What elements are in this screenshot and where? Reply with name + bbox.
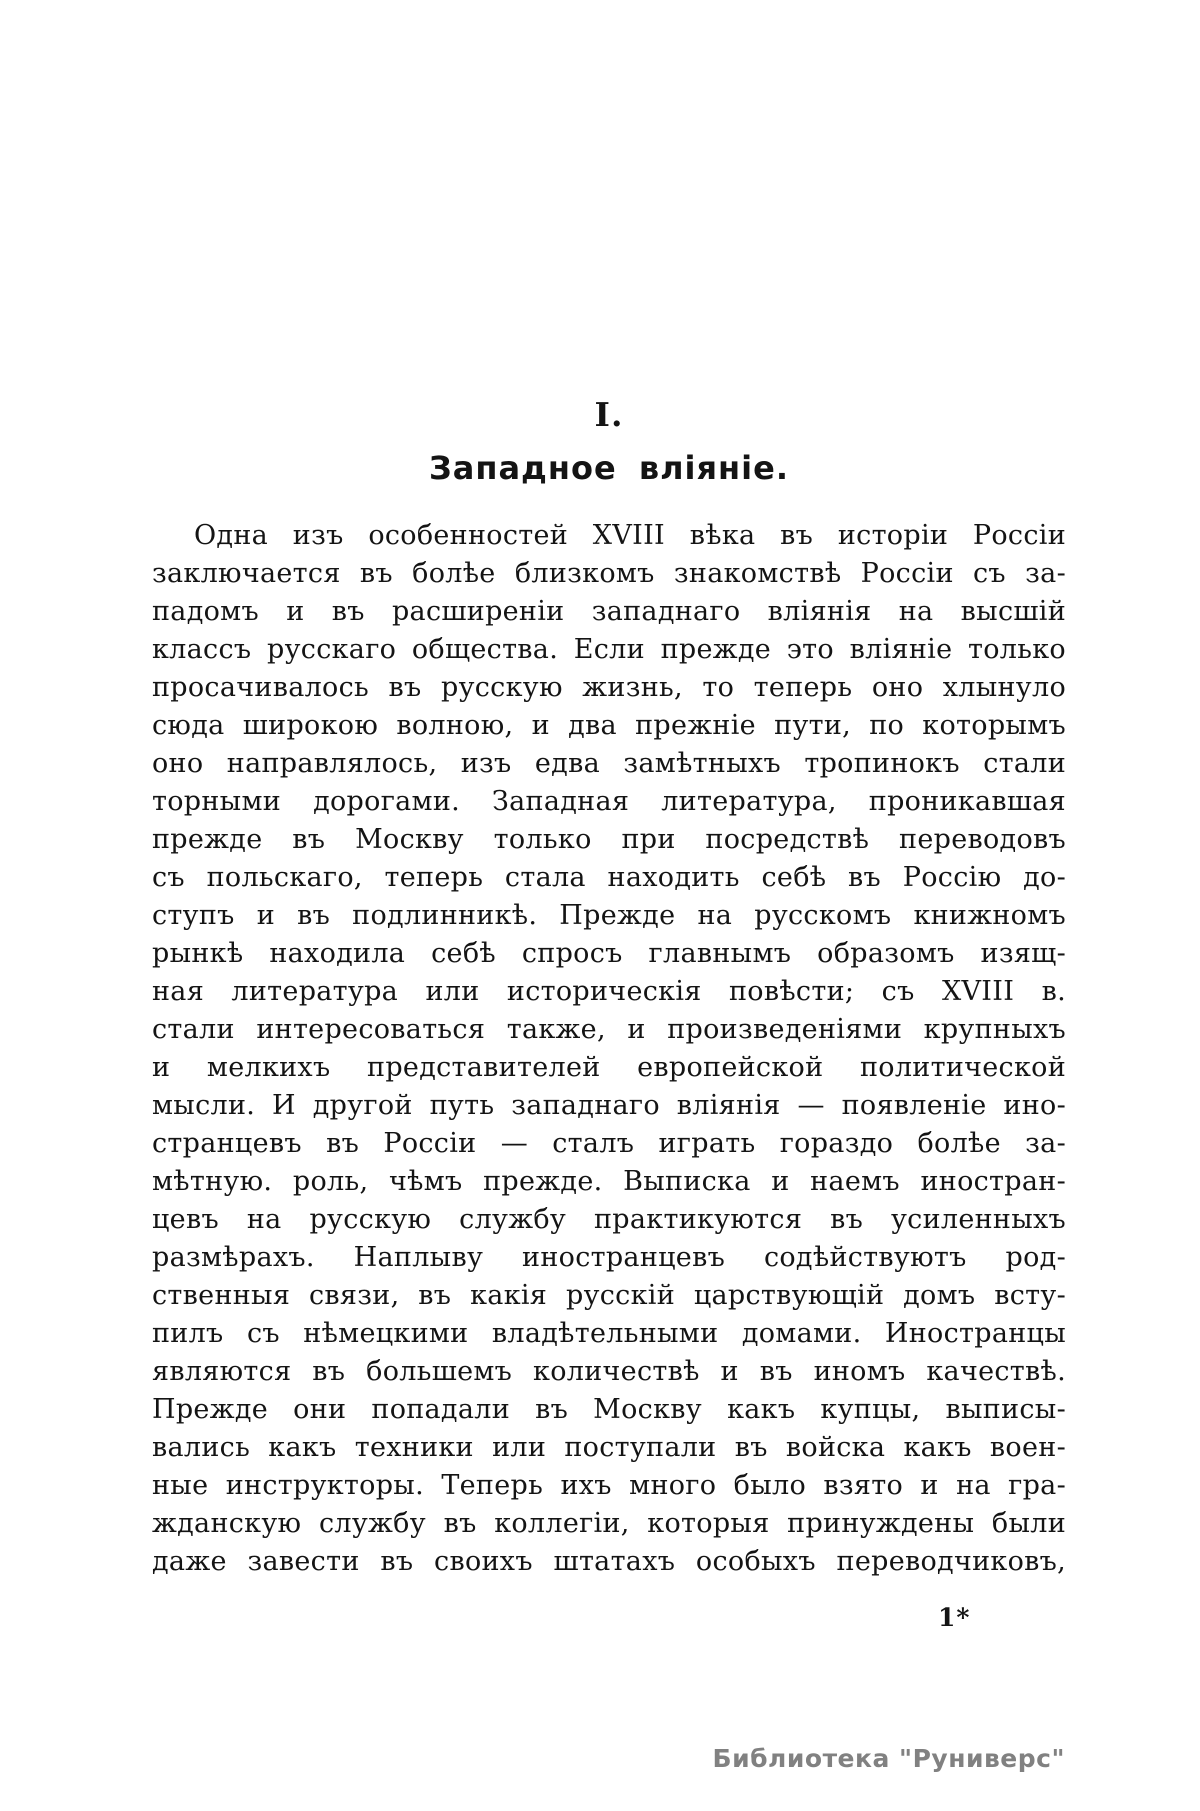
text-line: цевъ на русскую службу практикуются въ усиленныхъ [152,1204,1066,1235]
text-line: пилъ съ нѣмецкими владѣтельными домами. Иностранцы [152,1318,1066,1349]
text-line: размѣрахъ. Наплыву иностранцевъ содѣйствуютъ род- [152,1242,1066,1273]
text-line: ступъ и въ подлинникѣ. Прежде на русскомъ книжномъ [152,900,1066,931]
library-watermark: Библиотека "Руниверс" [712,1744,1065,1773]
signature-mark: 1* [938,1603,971,1632]
text-line: Прежде они попадали въ Москву какъ купцы, выписы- [152,1394,1066,1425]
text-line: съ польскаго, теперь стала находить себѣ въ Россію до- [152,862,1066,893]
text-line: стали интересоваться также, и произведеніями крупныхъ [152,1014,1066,1045]
text-line: являются въ большемъ количествѣ и въ иномъ качествѣ. [152,1356,1066,1387]
chapter-title: Западное вліяніе. [429,449,789,487]
text-line: оно направлялось, изъ едва замѣтныхъ тропинокъ стали [152,748,1066,779]
text-line: прежде въ Москву только при посредствѣ переводовъ [152,824,1066,855]
text-line: ная литература или историческія повѣсти; съ XVIII в. [152,976,1066,1007]
text-line: жданскую службу въ коллегіи, которыя принуждены были [152,1508,1066,1539]
text-line: просачивалось въ русскую жизнь, то теперь оно хлынуло [152,672,1066,703]
text-line: торными дорогами. Западная литература, проникавшая [152,786,1066,817]
text-line: заключается въ болѣе близкомъ знакомствѣ Россіи съ за- [152,558,1066,589]
body-text [152,517,1066,1581]
text-line: ственныя связи, въ какія русскій царствующій домъ всту- [152,1280,1066,1311]
text-line: мѣтную. роль, чѣмъ прежде. Выписка и наемъ иностран- [152,1166,1066,1197]
text-line: даже завести въ своихъ штатахъ особыхъ переводчиковъ, [152,1546,1066,1577]
text-line: классъ русскаго общества. Если прежде это вліяніе только [152,634,1066,665]
text-line: сюда широкою волною, и два прежніе пути, по которымъ [152,710,1066,741]
text-line: вались какъ техники или поступали въ войска какъ воен- [152,1432,1066,1463]
text-line: странцевъ въ Россіи — сталъ играть гораздо болѣе за- [152,1128,1066,1159]
text-line: падомъ и въ расширеніи западнаго вліянія на высшій [152,596,1066,627]
text-line: мысли. И другой путь западнаго вліянія — появленіе ино- [152,1090,1066,1121]
text-line: Одна изъ особенностей XVIII вѣка въ исторіи Россіи [194,520,1066,551]
text-line: рынкѣ находила себѣ спросъ главнымъ образомъ изящ- [152,938,1066,969]
text-line: ные инструкторы. Теперь ихъ много было взято и на гра- [152,1470,1066,1501]
text-line: и мелкихъ представителей европейской политической [152,1052,1066,1083]
chapter-number: I. [594,395,624,434]
